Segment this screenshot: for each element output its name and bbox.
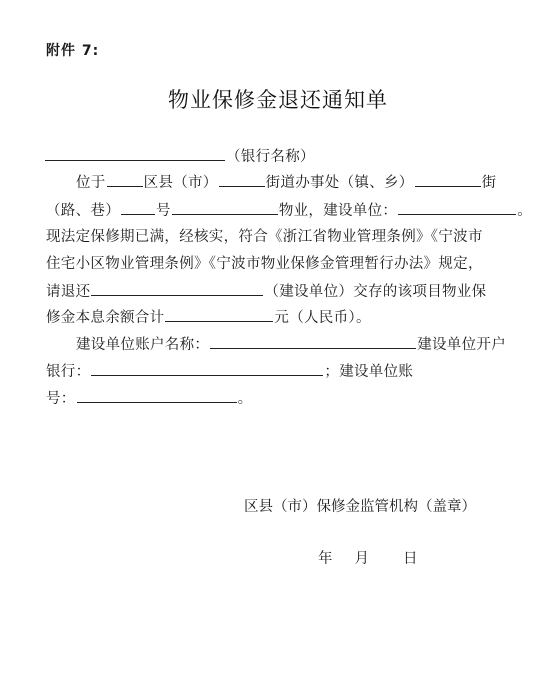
date-year: 年 (318, 551, 333, 567)
bank-label: 银行： (46, 364, 91, 380)
bank-name-line (44, 146, 315, 167)
account-number-line (46, 388, 252, 409)
attachment-label: 附件 7: (46, 43, 100, 59)
statute-line-2: 住宅小区物业管理条例》《宁波市物业保修金管理暂行办法》规定， (46, 256, 483, 272)
developer-name-blank[interactable] (398, 200, 516, 215)
property-line (46, 200, 532, 221)
bank-name-label: （银行名称） (226, 149, 315, 165)
number-prefix-label: 号： (46, 391, 76, 407)
date-line (318, 547, 418, 568)
refund-label: 请退还 (46, 284, 91, 300)
district-blank[interactable] (107, 172, 143, 187)
account-name-label: 建设单位账户名称： (76, 337, 210, 353)
number-label: 号 (156, 203, 171, 219)
refund-developer-blank[interactable] (91, 281, 263, 296)
statute-line-1: 现法定保修期已满，经核实，符合《浙江省物业管理条例》《宁波市 (46, 229, 483, 245)
road-label: （路、巷） (46, 203, 120, 219)
bank-name-blank[interactable] (45, 146, 225, 161)
property-name-blank[interactable] (172, 200, 278, 215)
document-title: 物业保修金退还通知单 (168, 88, 388, 112)
amount-blank[interactable] (165, 307, 273, 322)
deposit-label: （建设单位）交存的该项目物业保 (264, 284, 487, 300)
currency-label: 元（人民币）。 (274, 310, 371, 326)
account-name-blank[interactable] (210, 334, 416, 349)
district-label: 区县（市） (143, 175, 218, 191)
bank-line (46, 361, 413, 382)
road-number-blank[interactable] (121, 200, 155, 215)
bank-open-label: 建设单位开户 (417, 337, 507, 353)
location-line (76, 172, 496, 193)
date-day: 日 (403, 551, 418, 567)
street-blank[interactable] (415, 172, 481, 187)
bank-blank[interactable] (91, 361, 323, 376)
date-month: 月 (354, 551, 369, 567)
end-period: 。 (237, 391, 253, 407)
amount-line (46, 307, 371, 328)
period-mark: 。 (517, 203, 533, 219)
seal-authority: 区县（市）保修金监管机构（盖章） (244, 499, 476, 515)
refund-line (46, 281, 486, 302)
street-office-blank[interactable] (219, 172, 265, 187)
street-office-label: 街道办事处（镇、乡） (265, 175, 414, 191)
amount-label: 修金本息余额合计 (46, 310, 165, 326)
account-number-blank[interactable] (77, 388, 237, 403)
street-label: 街 (481, 175, 497, 191)
developer-label: 物业，建设单位： (278, 203, 398, 219)
location-prefix: 位于 (76, 175, 106, 191)
account-number-label: ；建设单位账 (324, 364, 414, 380)
account-name-line (76, 334, 506, 355)
